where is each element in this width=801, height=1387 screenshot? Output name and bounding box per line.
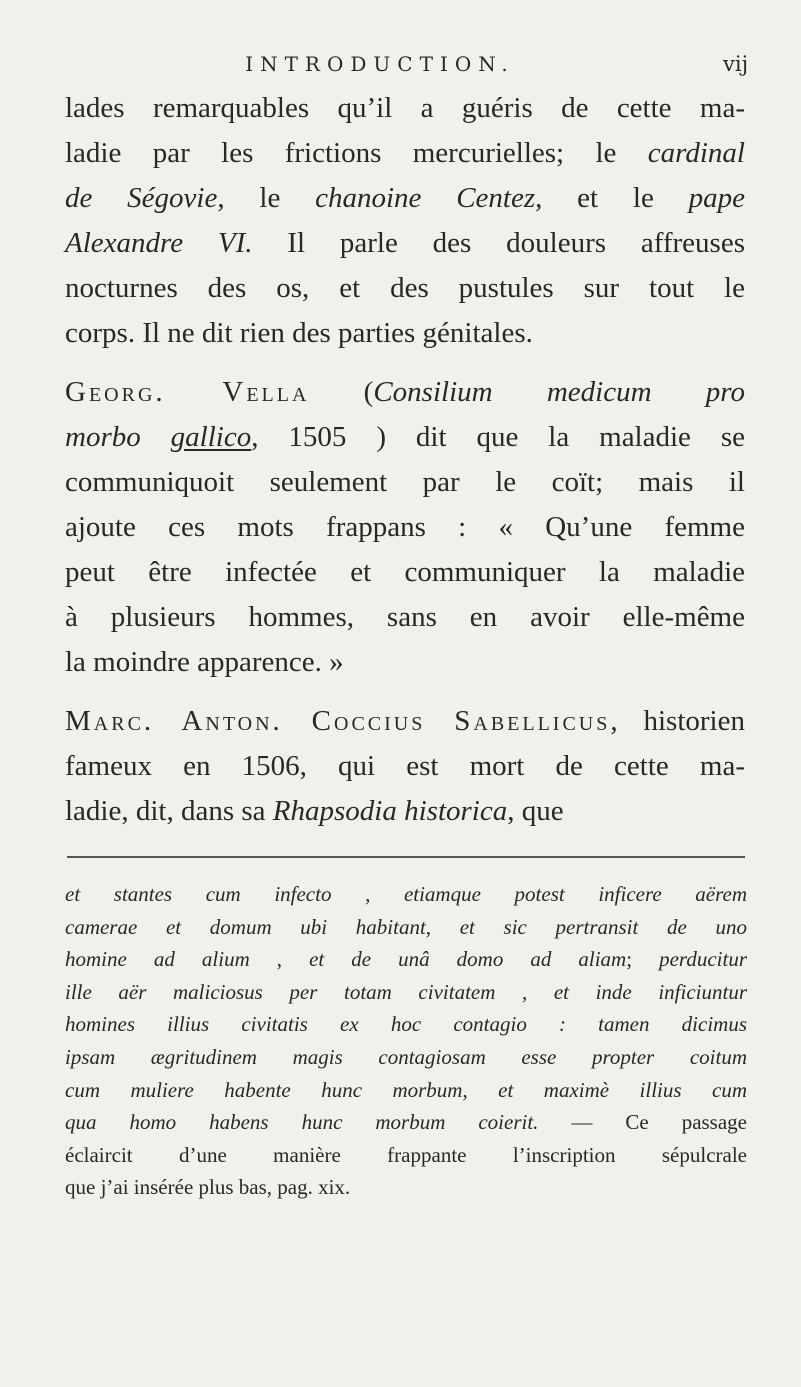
text-line [65, 1139, 747, 1172]
italic-text: perducitur [659, 947, 747, 972]
italic-text: ille aër maliciosus per totam civitatem [65, 979, 496, 1004]
italic-text: chanoine Centez [315, 182, 536, 214]
text-run: ( [309, 376, 374, 408]
text-run: ladie par les frictions mercurielles; le [65, 137, 648, 169]
italic-text: et maximè illius cum [498, 1077, 747, 1102]
text-line [65, 789, 745, 834]
paragraph [65, 699, 745, 834]
text-run: , que [507, 795, 564, 827]
italic-text: Alexandre VI. [65, 227, 253, 259]
text-run: fameux en 1506, qui est mort de cette ma- [65, 750, 745, 782]
text-run: Il parle des douleurs affreuses [252, 227, 745, 259]
text-run: nocturnes des os, et des pustules sur tout le [65, 272, 745, 304]
text-run: , [495, 979, 554, 1004]
text-run: , [425, 914, 460, 939]
text-run: à plusieurs hommes, sans en avoir elle-même [65, 601, 745, 633]
text-line [65, 976, 747, 1009]
italic-text: morbo [65, 421, 171, 453]
italic-text: et de unâ domo ad aliam [309, 947, 627, 972]
text-run: , le [217, 182, 316, 214]
text-line [65, 550, 745, 595]
text-run: ladie, dit, dans sa [65, 795, 273, 827]
author-name: Georg. Vella [65, 376, 310, 408]
italic-text: Consilium medicum pro [373, 376, 745, 408]
text-run: , [462, 1077, 499, 1102]
italic-text: et stantes cum infecto , etiamque potest inficere aërem [65, 882, 747, 906]
text-run: ; [626, 947, 660, 972]
text-run: la moindre apparence. » [65, 646, 344, 678]
italic-text: cum muliere habente hunc morbum [65, 1077, 463, 1102]
text-run: communiquoit seulement par le coït; mais il [65, 466, 745, 498]
text-line [65, 878, 747, 911]
italic-text: et inde inficiuntur [553, 979, 748, 1004]
main-text [65, 86, 745, 848]
text-line [65, 1008, 747, 1041]
footnote-rule [67, 856, 745, 858]
italic-text: camerae et domum ubi habitant [65, 914, 426, 939]
text-line [65, 370, 745, 415]
text-line [65, 943, 747, 976]
text-run: lades remarquables qu’il a guéris de cette ma- [65, 92, 745, 124]
text-line [65, 460, 745, 505]
text-line [65, 595, 745, 640]
text-line [65, 505, 745, 550]
text-line [65, 311, 745, 356]
author-name: Marc. Anton. Coccius Sabellicus [65, 705, 611, 737]
italic-text: et sic pertransit de uno [459, 914, 748, 939]
text-line [65, 699, 745, 744]
text-line [65, 1171, 747, 1204]
text-line [65, 415, 745, 460]
italic-text: pape [688, 182, 746, 214]
italic-text: de Ségovie [65, 182, 218, 214]
paragraph [65, 86, 745, 356]
italic-text: homines illius civitatis ex hoc contagio : tamen dicimus [65, 1012, 747, 1037]
text-run: — Ce passage [538, 1110, 747, 1135]
italic-text: qua homo habens hunc morbum coierit. [65, 1110, 539, 1135]
italic-text: gallico [170, 421, 252, 453]
italic-text: cardinal [647, 137, 745, 169]
text-line [65, 911, 747, 944]
text-line [65, 131, 745, 176]
text-run: éclaircit d’une manière frappante l’inscription sépulcrale [65, 1142, 747, 1167]
text-line [65, 744, 745, 789]
text-line [65, 176, 745, 221]
text-run: , 1505 ) dit que la maladie se [251, 421, 746, 453]
text-run: corps. Il ne dit rien des parties génitales. [65, 317, 533, 349]
page-number: vij [723, 52, 749, 76]
text-line [65, 1041, 747, 1074]
text-line [65, 1074, 747, 1107]
italic-text: ipsam ægritudinem magis contagiosam esse propter coitum [65, 1044, 747, 1069]
text-run: , [249, 947, 310, 972]
text-run: peut être infectée et communiquer la maladie [65, 556, 745, 588]
footnote-text [65, 878, 747, 1204]
text-run: , historien [610, 705, 745, 737]
running-title: INTRODUCTION. [245, 52, 515, 76]
text-run: ajoute ces mots frappans : « Qu’une femme [65, 511, 745, 543]
text-line [65, 640, 745, 685]
text-run: que j’ai insérée plus bas, pag. xix. [65, 1175, 351, 1200]
text-line [65, 221, 745, 266]
italic-text: Rhapsodia historica [272, 795, 508, 827]
paragraph [65, 370, 745, 685]
text-run: , et le [535, 182, 689, 214]
text-line [65, 86, 745, 131]
text-line [65, 1106, 747, 1139]
italic-text: homine ad alium [65, 947, 250, 972]
text-line [65, 266, 745, 311]
